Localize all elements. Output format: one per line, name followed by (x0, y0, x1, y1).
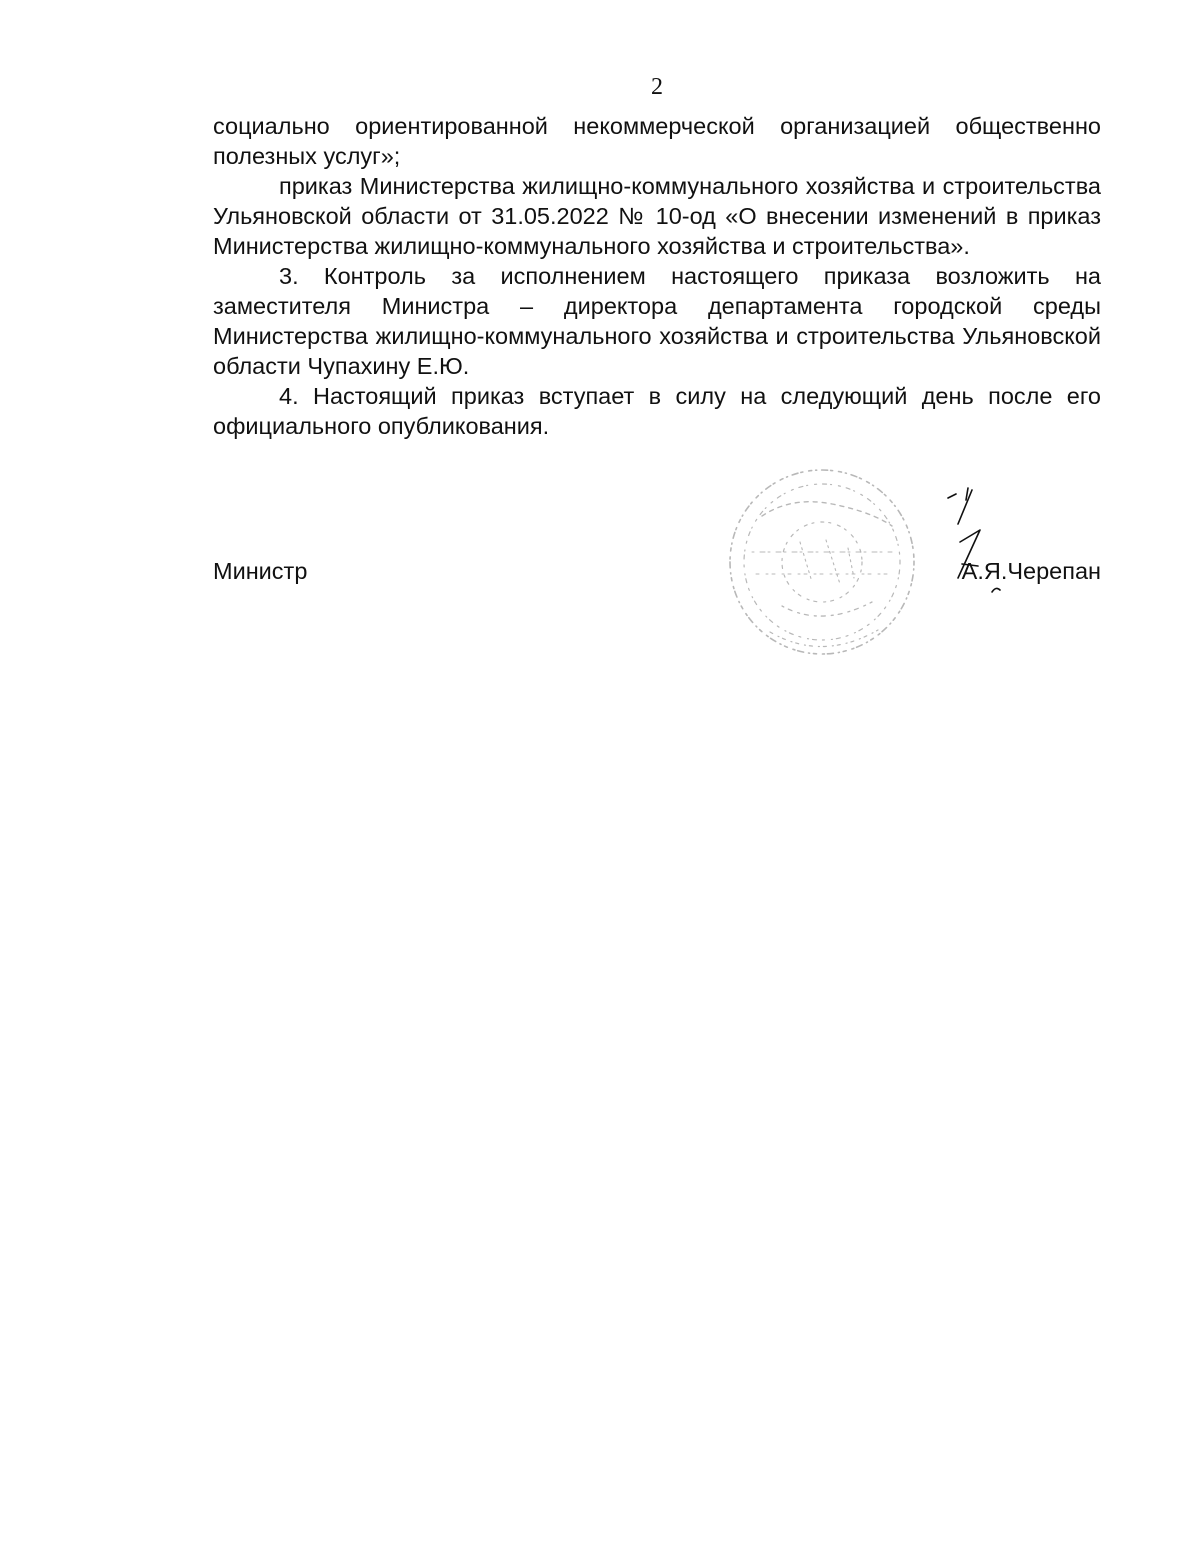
signature-block (213, 556, 1101, 596)
paragraph-continuation: социально ориентированной некоммерческой организацией общественно полезных услуг»; (213, 113, 1101, 169)
paragraph-item-4: 4. Настоящий приказ вступает в силу на следующий день после его официального опубликования. (213, 383, 1101, 439)
document-body (213, 111, 1101, 441)
signatory-position: Министр (213, 558, 308, 584)
paragraph-order-reference: приказ Министерства жилищно-коммунального хозяйства и строительства Ульяновской области от 31.05.2022 № 10-од «О внесении изменений в приказ Министерства жилищно-коммунального хозяйства и строительства». (213, 173, 1101, 259)
page-number: 2 (651, 74, 663, 100)
signatory-name: А.Я.Черепан (961, 558, 1101, 584)
paragraph-item-3: 3. Контроль за исполнением настоящего приказа возложить на заместителя Министра – директора департамента городской среды Министерства жилищно-коммунального хозяйства и строительства Ульяновской области Чупахину Е.Ю. (213, 263, 1101, 379)
